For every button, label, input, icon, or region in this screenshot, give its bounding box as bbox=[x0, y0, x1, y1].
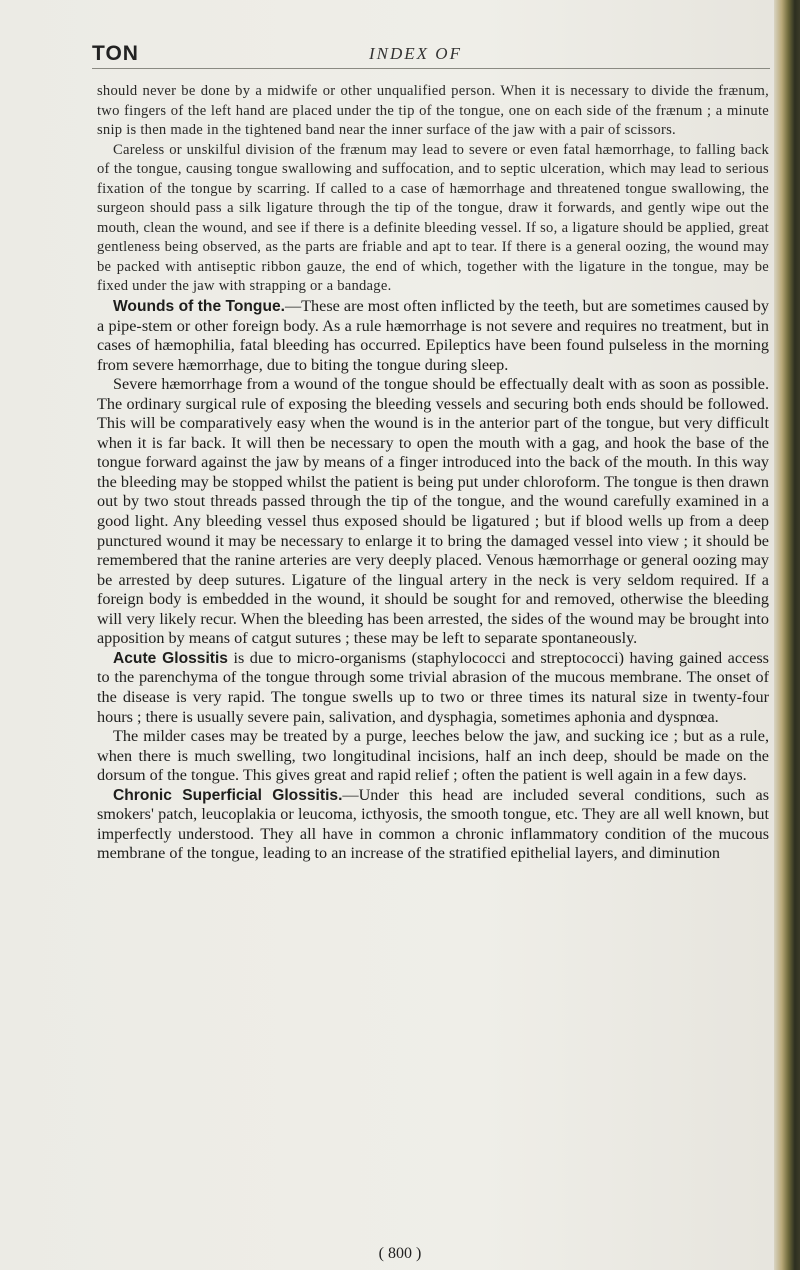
running-head-left: TON bbox=[92, 42, 139, 65]
paragraph-text: Severe hæmorrhage from a wound of the tongue should be effectually dealt with as soon as possible. The ordinary surgical rule of exposing the bleeding vessels and securing both ends should be followed. This will be comparatively easy when the wound is in the anterior part of the tongue, but very difficult when it is far back. It will then be necessary to open the mouth with a gag, and hook the base of the tongue forward against the jaw by means of a finger introduced into the back of the mouth. In this way the bleeding may be stopped whilst the patient is being put under chloroform. The tongue is then drawn out by two stout threads passed through the tip of the tongue, and the wound carefully examined in a good light. Any bleeding vessel thus exposed should be ligatured ; but if blood wells up from a deep punctured wound it may be necessary to enlarge it to bring the damaged vessel into view ; it should be remembered that the ranine arteries are very deeply placed. Venous hæmorrhage or general oozing may be arrested by deep sutures. Ligature of the lingual artery in the neck is very seldom required. If a foreign body is embedded in the wound, it should be sought for and removed, otherwise the bleeding will very likely recur. When the bleeding has been arrested, the sides of the wound may be brought into apposition by means of catgut sutures ; these may be left to separate spontaneously. bbox=[97, 375, 769, 648]
running-head-title: INDEX OF bbox=[369, 44, 462, 63]
paragraph-text: is due to micro-organisms (staphylococci and streptococci) having gained access to the parenchyma of the tongue through some trivial abrasion of the mucous membrane. The onset of the disease is very rapid. The tongue swells up to two or three times its natural size in twenty-four hours ; there is usually severe pain, salivation, and dysphagia, sometimes aphonia and dyspnœa. bbox=[97, 648, 769, 726]
section-heading: Acute Glossitis bbox=[113, 649, 228, 667]
section-heading: Chronic Superficial Glossitis. bbox=[113, 786, 343, 804]
paragraph-text: The milder cases may be treated by a purge, leeches below the jaw, and sucking ice ; but as a rule, when there is much swelling, two longitudinal incisions, half an inch deep, should be made on the dorsum of the tongue. This gives great and rapid relief ; often the patient is well again in a few days. bbox=[97, 727, 769, 785]
paragraph-severe-haemorrhage bbox=[97, 375, 769, 649]
section-heading: Wounds of the Tongue. bbox=[113, 298, 285, 316]
page-number: ( 800 ) bbox=[378, 1245, 422, 1262]
paragraph-chronic-glossitis bbox=[97, 786, 769, 864]
paragraph-acute-glossitis bbox=[97, 649, 769, 727]
header-rule bbox=[92, 68, 770, 69]
paragraph-frenum-division bbox=[97, 82, 769, 141]
paragraph-frenum-complications bbox=[97, 141, 769, 297]
paragraph-text: —These are most often inflicted by the teeth, but are sometimes caused by a pipe-stem or other foreign body. As a rule hæmorrhage is not severe and requires no treatment, but in cases of hæmophilia, fatal bleeding has occurred. Epileptics have been found pulseless in the morning from severe hæmorrhage, due to biting the tongue during sleep. bbox=[97, 297, 769, 374]
paragraph-text: —Under this head are included several conditions, such as smokers' patch, leucoplakia or leucoma, icthyosis, the smooth tongue, etc. They are all well known, but imperfectly understood. They all have in common a chronic inflammatory condition of the mucous membrane of the tongue, leading to an increase of the stratified epithelial layers, and diminution bbox=[97, 785, 770, 863]
running-header bbox=[92, 42, 772, 78]
page-edge-shadow bbox=[774, 0, 800, 1270]
paragraph-text: Careless or unskilful division of the frænum may lead to severe or even fatal hæmorrhage, to falling back of the tongue, causing tongue swallowing and suffocation, and to septic ulceration, which may lead to serious fixation of the tongue by scarring. If called to a case of hæmorrhage and threatened tongue swallowing, the surgeon should pass a silk ligature through the tip of the tongue, draw it forwards, and gently wipe out the mouth, clean the wound, and see if there is a definite bleeding vessel. If so, a ligature should be applied, great gentleness being observed, as the parts are friable and apt to tear. If there is a general oozing, the wound may be packed with antiseptic ribbon gauze, the end of which, together with the ligature in the tongue, may be fixed under the jaw with strapping or a bandage. bbox=[97, 141, 769, 295]
paragraph-milder-cases bbox=[97, 727, 769, 786]
body-text bbox=[97, 82, 769, 864]
paragraph-text: should never be done by a midwife or other unqualified person. When it is necessary to divide the frænum, two fingers of the left hand are placed under the tip of the tongue, one on each side of the frænum ; a minute snip is then made in the tightened band near the inner surface of the jaw with a pair of scissors. bbox=[97, 83, 769, 139]
paragraph-wounds-of-tongue bbox=[97, 297, 769, 375]
